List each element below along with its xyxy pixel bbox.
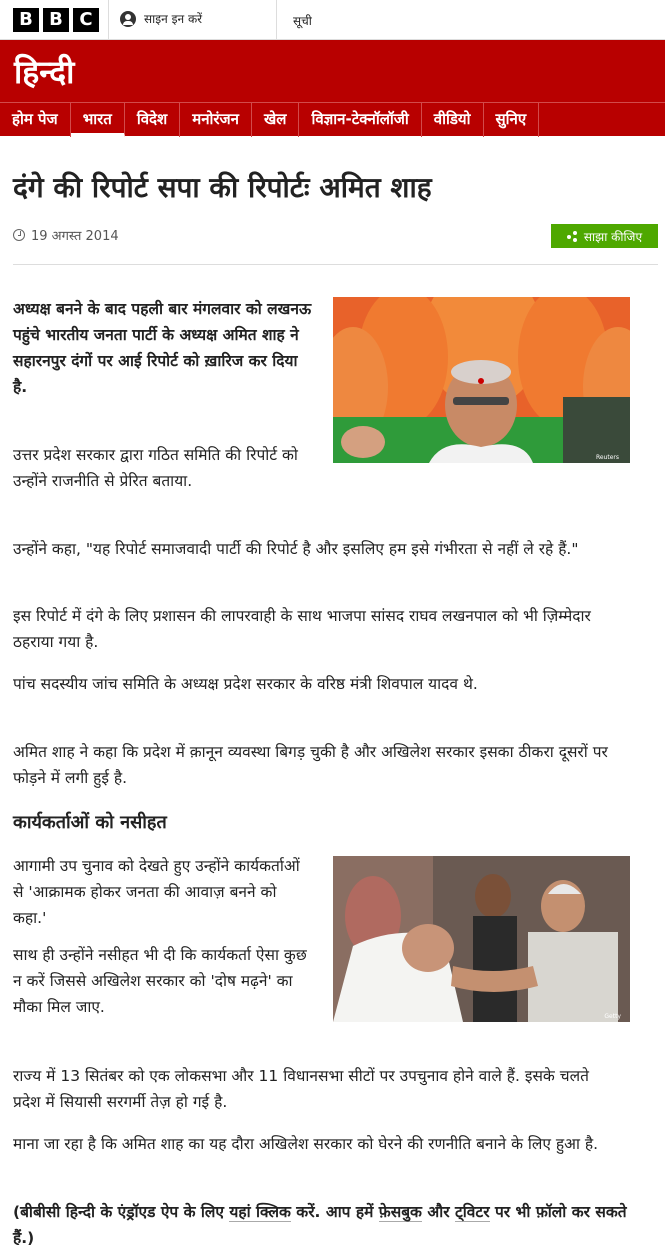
signin-link[interactable] [120,10,202,27]
user-icon [120,11,136,27]
nav-item-india[interactable]: भारत [71,103,125,137]
divider [276,0,277,40]
article-paragraph: राज्य में 13 सितंबर को एक लोकसभा और 11 विधानसभा सीटों पर उपचुनाव होने वाले हैं. इसके चलते प्रदेश में सियासी सरगर्मी तेज़ हो गई है. [13,1067,589,1111]
photo-credit: Reuters [595,454,619,461]
section-heading: कार्यकर्ताओं को नसीहत [13,812,167,833]
nav-item-listen[interactable]: सुनिए [484,103,540,137]
logo-letter: C [73,8,99,32]
article-paragraph: माना जा रहा है कि अमित शाह का यह दौरा अखिलेश सरकार को घेरने की रणनीति बनाने के लिए हुआ है. [13,1135,599,1153]
twitter-link[interactable]: ट्विटर [454,1203,490,1221]
main-nav [0,102,665,136]
footer-text: और [421,1203,455,1221]
android-app-link[interactable]: यहां क्लिक [229,1203,291,1221]
nav-item-sport[interactable]: खेल [252,103,299,137]
article-photo [333,297,630,463]
brand-title[interactable]: हिन्दी [14,53,75,91]
article-photo [333,856,630,1022]
article-paragraph: अमित शाह ने कहा कि प्रदेश में क़ानून व्यवस्था बिगड़ चुकी है और अखिलेश सरकार इसका ठीकरा दूसरों पर फोड़ने में लगी हुई है. [13,743,608,787]
footer-text: (बीबीसी हिन्दी के एंड्रॉएड ऐप के लिए [13,1203,230,1221]
nav-item-home[interactable]: होम पेज [0,103,71,137]
article-date [13,226,119,244]
top-bar [0,0,665,40]
footer-text: करें. आप हमें [290,1203,379,1221]
article-lead: अध्यक्ष बनने के बाद पहली बार मंगलवार को लखनऊ पहुंचे भारतीय जनता पार्टी के अध्यक्ष अमित शाह ने सहारनपुर दंगों पर आई रिपोर्ट को ख़ारिज कर दिया है. [13,300,312,396]
nav-item-video[interactable]: वीडियो [422,103,484,137]
article-paragraph: आगामी उप चुनाव को देखते हुए उन्होंने कार्यकर्ताओं से 'आक्रामक होकर जनता की आवाज़ बनने को कहा.' [13,857,300,927]
article-paragraph: इस रिपोर्ट में दंगे के लिए प्रशासन की लापरवाही के साथ भाजपा सांसद राघव लखनपाल को भी ज़िम्मेदार ठहराया गया है. [13,607,591,651]
share-icon [567,231,578,242]
divider [108,0,109,40]
nav-item-world[interactable]: विदेश [125,103,180,137]
signin-label: साइन इन करें [144,12,203,26]
nav-item-entertainment[interactable]: मनोरंजन [180,103,252,137]
footer-text: पर भी फ़ॉलो कर सकते हैं.) [13,1203,627,1245]
share-button[interactable] [551,224,658,248]
divider [13,264,658,265]
article-paragraph: उत्तर प्रदेश सरकार द्वारा गठित समिति की रिपोर्ट को उन्होंने राजनीति से प्रेरित बताया. [13,446,298,490]
page-title: दंगे की रिपोर्ट सपा की रिपोर्टः अमित शाह [13,171,432,204]
masthead [0,40,665,136]
index-link[interactable]: सूची [293,14,312,28]
bbc-logo[interactable] [13,8,99,32]
article-paragraph: पांच सदस्यीय जांच समिति के अध्यक्ष प्रदेश सरकार के वरिष्ठ मंत्री शिवपाल यादव थे. [13,675,478,693]
article-footer-note [13,1199,633,1245]
photo-credit: Getty [604,1013,621,1020]
share-label: साझा कीजिए [583,229,643,244]
logo-letter: B [13,8,39,32]
nav-item-science-tech[interactable]: विज्ञान-टेक्नॉलॉजी [299,103,421,137]
logo-letter: B [43,8,69,32]
article-paragraph: साथ ही उन्होंने नसीहत भी दी कि कार्यकर्ता ऐसा कुछ न करें जिससे अखिलेश सरकार को 'दोष मढ़ने' का मौका मिल जाए. [13,946,307,1016]
date-text: 19 अगस्त 2014 [31,229,119,244]
facebook-link[interactable]: फ़ेसबुक [378,1203,422,1221]
clock-icon [13,229,25,241]
article-paragraph: उन्होंने कहा, "यह रिपोर्ट समाजवादी पार्टी की रिपोर्ट है और इसलिए हम इसे गंभीरता से नहीं ले रहे हैं." [13,540,579,558]
